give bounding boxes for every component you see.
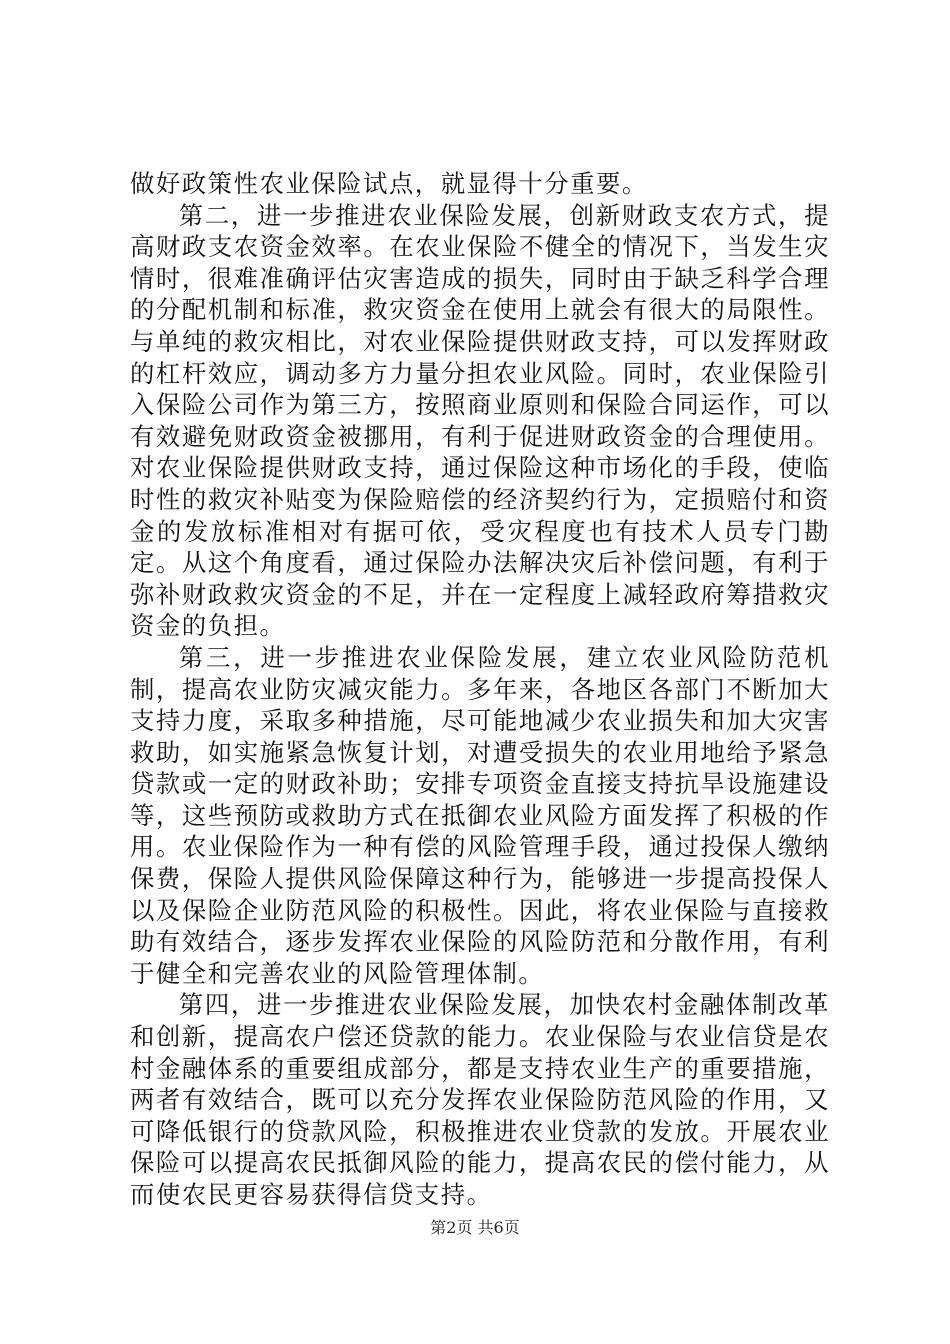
paragraph-1: 做好政策性农业保险试点，就显得十分重要。: [130, 169, 648, 198]
page-number-footer: 第2页 共6页: [430, 1218, 520, 1237]
paragraph-3: 第三，进一步推进农业保险发展，建立农业风险防范机制，提高农业防灾减灾能力。多年来，各地区各部门不断加大支持力度，采取多种措施，尽可能地减少农业损失和加大灾害救助，如实施紧急恢复计划，对遭受损失的农业用地给予紧急贷款或一定的财政补助；安排专项资金直接支持抗旱设施建设等，这些预防或救助方式在抵御农业风险方面发挥了积极的作用。农业保险作为一种有偿的风险管理手段，通过投保人缴纳保费，保险人提供风险保障这种行为，能够进一步提高投保人以及保险企业防范风险的积极性。因此，将农业保险与直接救助有效结合，逐步发挥农业保险的风险防范和分散作用，有利于健全和完善农业的风险管理体制。: [130, 642, 830, 988]
paragraph-2: 第二，进一步推进农业保险发展，创新财政支农方式，提高财政支农资金效率。在农业保险不健全的情况下，当发生灾情时，很难准确评估灾害造成的损失，同时由于缺乏科学合理的分配机制和标准，救灾资金在使用上就会有很大的局限性。与单纯的救灾相比，对农业保险提供财政支持，可以发挥财政的杠杆效应，调动多方力量分担农业风险。同时，农业保险引入保险公司作为第三方，按照商业原则和保险合同运作，可以有效避免财政资金被挪用，有利于促进财政资金的合理使用。对农业保险提供财政支持，通过保险这种市场化的手段，使临时性的救灾补贴变为保险赔偿的经济契约行为，定损赔付和资金的发放标准相对有据可依，受灾程度也有技术人员专门勘定。从这个角度看，通过保险办法解决灾后补偿问题，有利于弥补财政救灾资金的不足，并在一定程度上减轻政府筹措救灾资金的负担。: [130, 200, 830, 641]
document-body: [130, 168, 830, 1211]
paragraph-4: 第四，进一步推进农业保险发展，加快农村金融体制改革和创新，提高农户偿还贷款的能力。农业保险与农业信贷是农村金融体系的重要组成部分，都是支持农业生产的重要措施，两者有效结合，既可以充分发挥农业保险防范风险的作用，又可降低银行的贷款风险，积极推进农业贷款的发放。开展农业保险可以提高农民抵御风险的能力，提高农民的偿付能力，从而使农民更容易获得信贷支持。: [130, 990, 830, 1209]
